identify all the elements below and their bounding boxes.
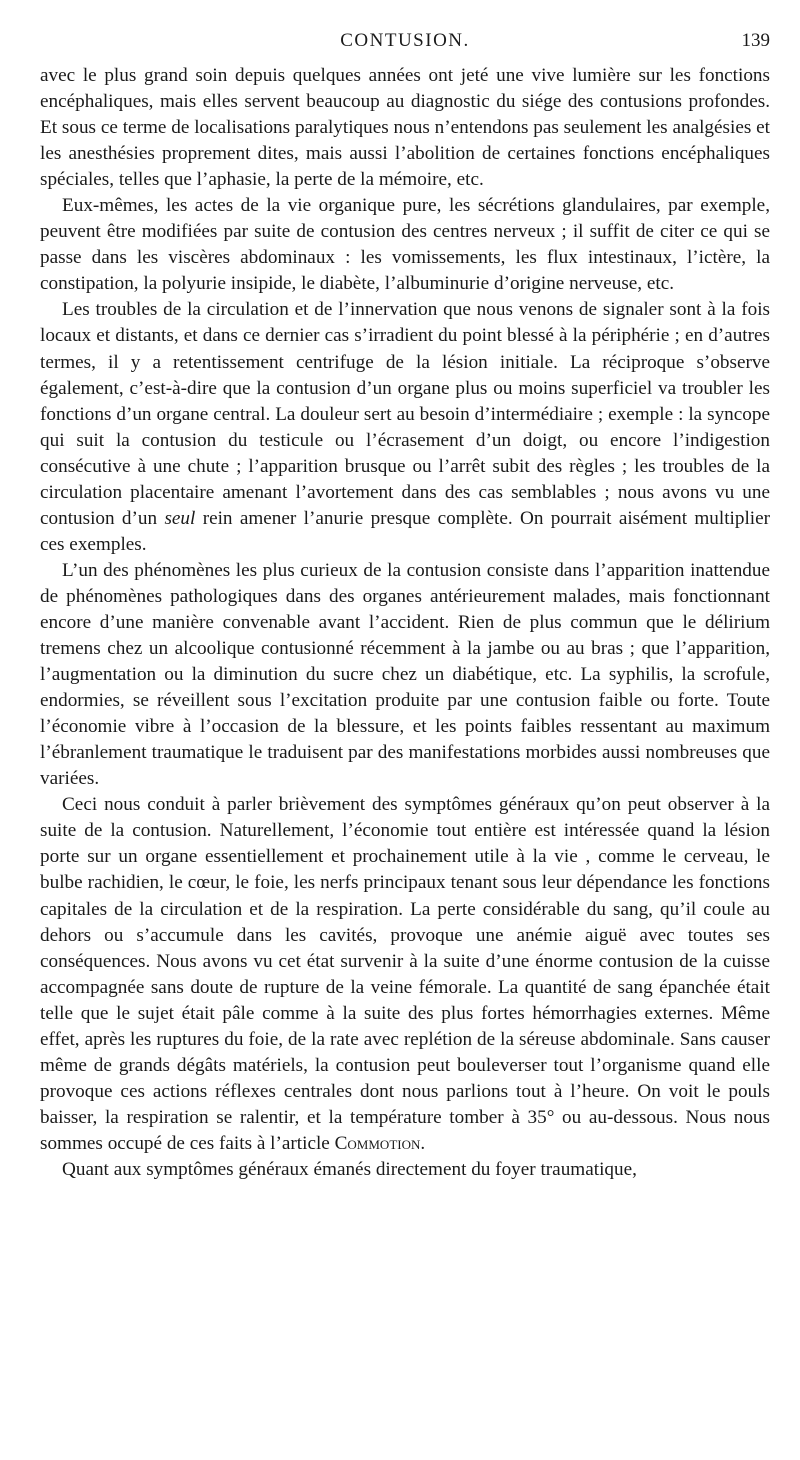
- paragraph-5-text-a: Ceci nous conduit à parler brièvement des symptômes généraux qu’on peut observer à la suite de la contusion. Naturellement, l’économie tout entière est intéressée quand la lésion porte sur un organe essentiellement et prochainement utile à la vie , comme le cerveau, le bulbe rachidien, le cœur, le foie, les nerfs principaux tenant sous leur dépendance les fonctions capitales de la circulation et de la respiration. La perte considérable du sang, qu’il coule au dehors ou s’accumule dans les cavités, provoque une anémie aiguë avec toutes ses conséquences. Nous avons vu cet état survenir à la suite d’une énorme contusion de la cuisse accompagnée sans doute de rupture de la veine fémorale. La quantité de sang épanchée était telle que le sujet était pâle comme à la suite des plus fortes hémorrhagies externes. Même effet, après les ruptures du foie, de la rate avec replétion de la séreuse abdominale. Sans causer même de grands dégâts matériels, la contusion peut bouleverser tout l’organisme quand elle provoque ces actions réflexes centrales dont nous parlions tout à l’heure. On voit le pouls baisser, la respiration se ralentir, et la température tomber à 35° ou au-dessous. Nous nous sommes occupé de ces faits à l’article: [40, 794, 770, 1154]
- paragraph-3-text-a: Les troubles de la circulation et de l’innervation que nous venons de signaler sont à la fois locaux et distants, et dans ce dernier cas s’irradient du point blessé à la périphérie ; en d’autres termes, il y a retentissement centrifuge de la lésion initiale. La réciproque s’observe également, c’est-à-dire que la contusion d’un organe plus ou moins superficiel va troubler les fonctions d’un organe central. La douleur sert au besoin d’intermédiaire ; exemple : la syncope qui suit la contusion du testicule ou l’écrasement d’un doigt, ou encore l’indigestion consécutive à une chute ; l’apparition brusque ou l’arrêt subit des règles ; les troubles de la circulation placentaire amenant l’avortement dans des cas semblables ; nous avons vu une contusion d’un: [40, 299, 770, 529]
- body-text: [40, 63, 770, 1183]
- paragraph-2: Eux-mêmes, les actes de la vie organique pure, les sécrétions glandulaires, par exemple, peuvent être modifiées par suite de contusion des centres nerveux ; il suffit de citer ce qui se passe dans les viscères abdominaux : les vomissements, les flux intestinaux, l’ictère, la constipation, la polyurie insipide, le diabète, l’albuminurie d’origine nerveuse, etc.: [40, 195, 770, 295]
- cross-reference-commotion: Commotion: [334, 1132, 421, 1154]
- paragraph-3-text-b: rein amener l’anurie presque complète. On pourrait aisément multiplier ces exemples.: [40, 507, 771, 555]
- running-title: CONTUSION.: [340, 30, 470, 51]
- paragraph-1: avec le plus grand soin depuis quelques années ont jeté une vive lumière sur les fonctions encéphaliques, mais elles servent beaucoup au diagnostic du siége des contusions profondes. Et sous ce terme de localisations paralytiques nous n’entendons pas seulement les analgésies et les anesthésies proprement dites, mais aussi l’abolition de certaines fonctions encéphaliques spéciales, telles que l’aphasie, la perte de la mémoire, etc.: [40, 65, 770, 191]
- paragraph-4: L’un des phénomènes les plus curieux de la contusion consiste dans l’apparition inattendue de phénomènes pathologiques dans des organes antérieurement malades, mais fonctionnant encore d’une manière convenable avant l’accident. Rien de plus commun que le délirium tremens chez un alcoolique contusionné récemment à la jambe ou au bras ; que l’apparition, l’augmentation ou la diminution du sucre chez un diabétique, etc. La syphilis, la scrofule, endormies, se réveillent sous l’excitation produite par une contusion faible ou forte. Toute l’économie vibre à l’occasion de la blessure, et les points faibles ressentant au maximum l’ébranlement traumatique le traduisent par des manifestations morbides aussi nombreuses que variées.: [40, 559, 770, 790]
- page-number: 139: [741, 30, 770, 51]
- paragraph-5-text-b: .: [420, 1132, 426, 1154]
- paragraph-6: Quant aux symptômes généraux émanés directement du foyer traumatique,: [62, 1158, 637, 1180]
- paragraph-3: [40, 297, 770, 557]
- paragraph-5: [40, 792, 770, 1157]
- page-header: [40, 30, 770, 60]
- emphasis-seul: seul: [164, 507, 196, 529]
